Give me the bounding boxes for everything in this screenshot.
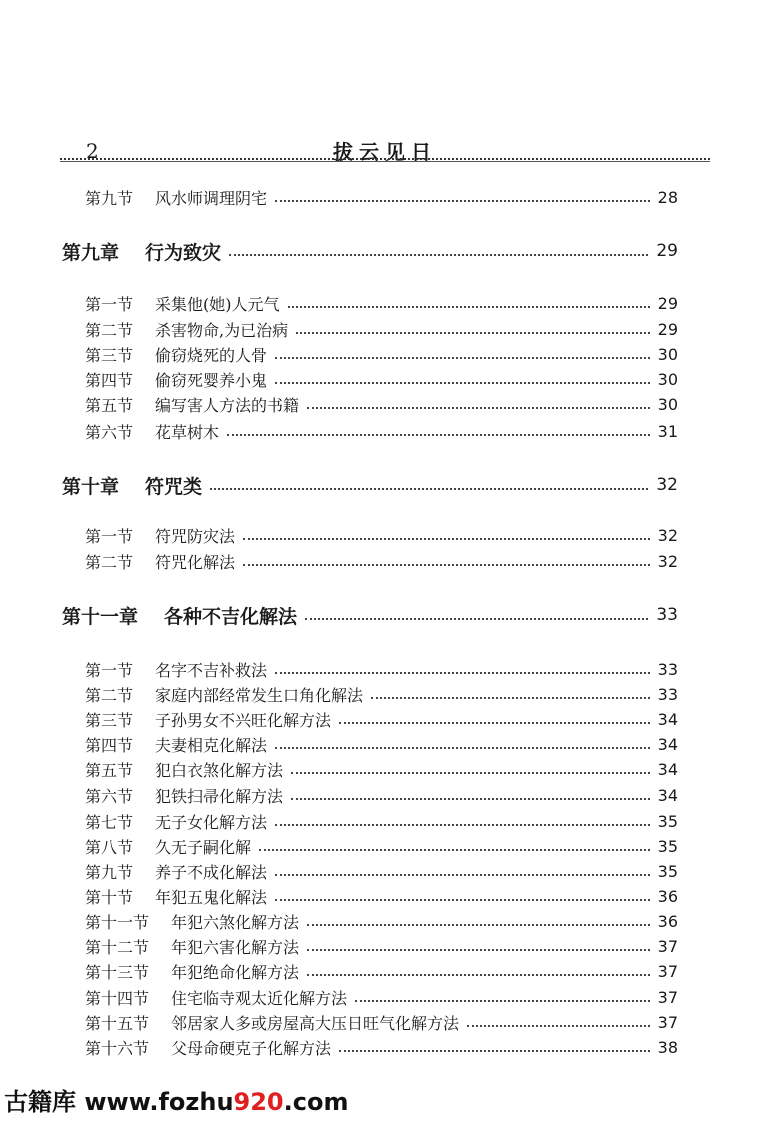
toc-section-row xyxy=(85,958,678,984)
toc-leader-dots xyxy=(259,849,650,851)
toc-entry-title: 养子不成化解法 xyxy=(155,862,268,882)
toc-section-row xyxy=(85,366,678,392)
toc-leader-dots xyxy=(243,564,650,566)
toc-leader-dots xyxy=(339,1050,650,1052)
toc-entry-label: 第十六节 xyxy=(85,1038,150,1058)
toc-leader-dots xyxy=(275,747,650,749)
toc-entry-page: 29 xyxy=(656,241,678,261)
toc-entry-title: 夫妻相克化解法 xyxy=(155,735,268,755)
toc-entry-page: 37 xyxy=(657,1012,678,1032)
toc-entry-title: 偷窃死婴养小鬼 xyxy=(155,370,268,390)
toc-leader-dots xyxy=(291,772,650,774)
toc-chapter-row xyxy=(62,602,678,628)
site-url-prefix: www.fozhu xyxy=(84,1088,234,1116)
toc-entry-label: 第二节 xyxy=(85,685,134,705)
toc-leader-dots xyxy=(275,899,650,901)
toc-entry-label: 第九节 xyxy=(85,862,134,882)
toc-entry-page: 31 xyxy=(657,421,678,441)
toc-leader-dots xyxy=(339,722,650,724)
toc-entry-page: 36 xyxy=(657,886,678,906)
toc-entry-label: 第五节 xyxy=(85,760,134,780)
toc-leader-dots xyxy=(275,382,650,384)
toc-entry-title: 符咒化解法 xyxy=(155,552,236,572)
toc-chapter-row xyxy=(62,472,678,498)
toc-section-row xyxy=(85,782,678,808)
watermark-footer xyxy=(4,1082,348,1117)
toc-entry-title: 偷窃烧死的人骨 xyxy=(155,345,268,365)
toc-leader-dots xyxy=(296,332,650,334)
toc-entry-page: 33 xyxy=(657,684,678,704)
toc-chapter-row xyxy=(62,238,678,264)
toc-entry-title: 子孙男女不兴旺化解方法 xyxy=(155,710,332,730)
toc-entry-page: 30 xyxy=(657,394,678,414)
toc-entry-label: 第四节 xyxy=(85,370,134,390)
toc-entry-title: 久无子嗣化解 xyxy=(155,837,252,857)
toc-entry-label: 第九节 xyxy=(85,188,134,208)
toc-entry-page: 36 xyxy=(657,911,678,931)
toc-leader-dots xyxy=(307,974,650,976)
toc-leader-dots xyxy=(227,434,650,436)
toc-leader-dots xyxy=(291,798,650,800)
toc-entry-label: 第八节 xyxy=(85,837,134,857)
toc-entry-page: 37 xyxy=(657,961,678,981)
site-url-suffix: .com xyxy=(283,1088,349,1116)
toc-entry-title: 行为致灾 xyxy=(145,241,222,264)
toc-entry-label: 第三节 xyxy=(85,345,134,365)
toc-entry-label: 第九章 xyxy=(62,241,120,264)
toc-entry-page: 34 xyxy=(657,709,678,729)
toc-entry-page: 37 xyxy=(657,936,678,956)
site-name: 古籍库 xyxy=(4,1088,76,1116)
toc-section-row xyxy=(85,908,678,934)
toc-entry-page: 35 xyxy=(657,861,678,881)
toc-leader-dots xyxy=(467,1025,650,1027)
toc-leader-dots xyxy=(307,949,650,951)
toc-entry-title: 风水师调理阴宅 xyxy=(155,188,268,208)
toc-section-row xyxy=(85,756,678,782)
toc-entry-title: 符咒防灾法 xyxy=(155,526,236,546)
toc-entry-title: 采集他(她)人元气 xyxy=(155,294,280,314)
toc-entry-page: 32 xyxy=(656,475,678,495)
toc-leader-dots xyxy=(371,697,650,699)
toc-section-row xyxy=(85,656,678,682)
toc-section-row xyxy=(85,984,678,1010)
toc-section-row xyxy=(85,290,678,316)
toc-section-row xyxy=(85,1034,678,1060)
toc-entry-label: 第一节 xyxy=(85,660,134,680)
toc-leader-dots xyxy=(275,672,650,674)
toc-entry-page: 35 xyxy=(657,836,678,856)
toc-entry-label: 第三节 xyxy=(85,710,134,730)
toc-section-row xyxy=(85,681,678,707)
toc-section-row xyxy=(85,731,678,757)
toc-section-row xyxy=(85,316,678,342)
toc-leader-dots xyxy=(275,824,650,826)
running-title: 拔云见日 xyxy=(333,140,437,164)
toc-entry-page: 34 xyxy=(657,785,678,805)
toc-entry-label: 第一节 xyxy=(85,526,134,546)
toc-entry-page: 29 xyxy=(657,319,678,339)
toc-entry-title: 年犯绝命化解方法 xyxy=(171,962,300,982)
toc-leader-dots xyxy=(210,488,648,490)
toc-entry-label: 第十五节 xyxy=(85,1013,150,1033)
toc-section-row xyxy=(85,808,678,834)
toc-entry-label: 第十二节 xyxy=(85,937,150,957)
toc-entry-title: 年犯六煞化解方法 xyxy=(171,912,300,932)
toc-entry-title: 各种不吉化解法 xyxy=(164,605,298,628)
toc-entry-title: 杀害物命,为已治病 xyxy=(155,320,289,340)
page-number: 2 xyxy=(86,139,99,163)
toc-entry-page: 33 xyxy=(657,659,678,679)
toc-entry-title: 编写害人方法的书籍 xyxy=(155,395,300,415)
toc-entry-label: 第十四节 xyxy=(85,988,150,1008)
toc-entry-label: 第五节 xyxy=(85,395,134,415)
toc-entry-label: 第一节 xyxy=(85,294,134,314)
toc-entry-page: 37 xyxy=(657,987,678,1007)
site-url-number: 920 xyxy=(233,1088,284,1116)
toc-leader-dots xyxy=(355,1000,650,1002)
toc-section-row xyxy=(85,341,678,367)
toc-entry-title: 年犯五鬼化解法 xyxy=(155,887,268,907)
toc-entry-page: 38 xyxy=(657,1037,678,1057)
toc-entry-title: 花草树木 xyxy=(155,422,220,442)
toc-leader-dots xyxy=(275,357,650,359)
toc-leader-dots xyxy=(305,618,648,620)
toc-entry-page: 35 xyxy=(657,811,678,831)
toc-section-row xyxy=(85,418,678,444)
toc-entry-label: 第十一节 xyxy=(85,912,150,932)
toc-entry-label: 第二节 xyxy=(85,552,134,572)
toc-section-row xyxy=(85,933,678,959)
toc-entry-label: 第六节 xyxy=(85,422,134,442)
toc-leader-dots xyxy=(275,200,650,202)
toc-leader-dots xyxy=(307,407,650,409)
toc-section-row xyxy=(85,858,678,884)
toc-entry-label: 第十一章 xyxy=(62,605,139,628)
toc-entry-title: 住宅临寺观太近化解方法 xyxy=(171,988,348,1008)
toc-entry-page: 34 xyxy=(657,734,678,754)
toc-entry-page: 32 xyxy=(657,525,678,545)
toc-section-row xyxy=(85,883,678,909)
toc-leader-dots xyxy=(288,306,650,308)
toc-entry-page: 33 xyxy=(656,605,678,625)
toc-section-row xyxy=(85,833,678,859)
toc-entry-title: 无子女化解方法 xyxy=(155,812,268,832)
toc-section-row xyxy=(85,522,678,548)
toc-section-row xyxy=(85,1009,678,1035)
toc-entry-label: 第十章 xyxy=(62,475,120,498)
toc-leader-dots xyxy=(275,874,650,876)
toc-entry-title: 犯铁扫帚化解方法 xyxy=(155,786,284,806)
toc-entry-title: 父母命硬克子化解方法 xyxy=(171,1038,332,1058)
toc-leader-dots xyxy=(229,254,648,256)
toc-entry-label: 第二节 xyxy=(85,320,134,340)
toc-section-row xyxy=(85,548,678,574)
toc-leader-dots xyxy=(243,538,650,540)
toc-entry-page: 32 xyxy=(657,551,678,571)
toc-entry-page: 30 xyxy=(657,344,678,364)
toc-entry-label: 第十节 xyxy=(85,887,134,907)
toc-section-row xyxy=(85,184,678,210)
toc-entry-title: 家庭内部经常发生口角化解法 xyxy=(155,685,364,705)
toc-entry-title: 名字不吉补救法 xyxy=(155,660,268,680)
toc-entry-page: 30 xyxy=(657,369,678,389)
toc-entry-label: 第四节 xyxy=(85,735,134,755)
toc-entry-page: 34 xyxy=(657,759,678,779)
toc-entry-title: 符咒类 xyxy=(145,475,203,498)
toc-entry-title: 邻居家人多或房屋高大压日旺气化解方法 xyxy=(171,1013,460,1033)
toc-entry-title: 犯白衣煞化解方法 xyxy=(155,760,284,780)
toc-entry-label: 第十三节 xyxy=(85,962,150,982)
toc-entry-label: 第七节 xyxy=(85,812,134,832)
toc-section-row xyxy=(85,391,678,417)
toc-entry-page: 28 xyxy=(657,187,678,207)
toc-entry-label: 第六节 xyxy=(85,786,134,806)
toc-entry-title: 年犯六害化解方法 xyxy=(171,937,300,957)
toc-leader-dots xyxy=(307,924,650,926)
toc-section-row xyxy=(85,706,678,732)
toc-entry-page: 29 xyxy=(657,293,678,313)
